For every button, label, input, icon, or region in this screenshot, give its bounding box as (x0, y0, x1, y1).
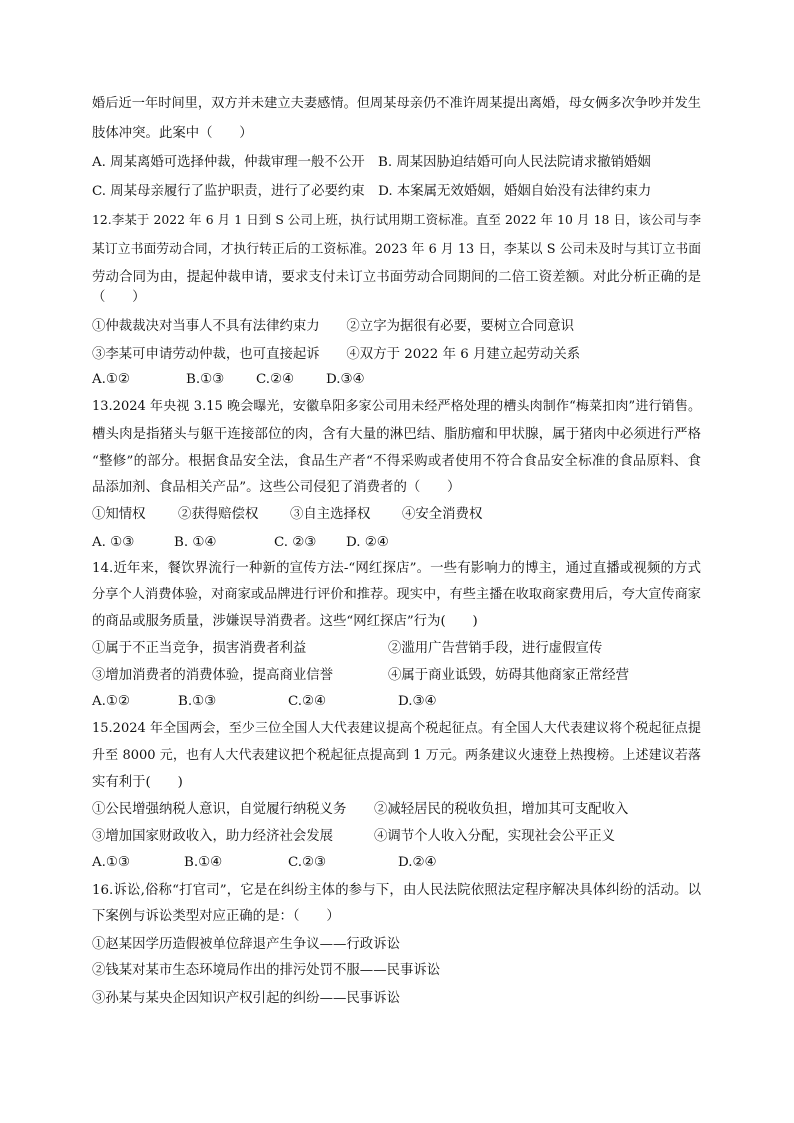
q15-choice-b: B.①④ (184, 855, 223, 870)
q11-stem-line-1: 婚后近一年时间里，双方并未建立夫妻感情。但周某母亲仍不准许周某提出离婚，母女俩多次争吵并发生 (92, 96, 701, 111)
q11-option-ab: A. 周某离婚可选择仲裁，仲裁审理一般不公开 B. 周某因胁迫结婚可向人民法院请求撤销婚姻 (92, 155, 651, 170)
q14-choice-c: C.②④ (288, 694, 327, 709)
q11-option-cd: C. 周某母亲履行了监护职责，进行了必要约束 D. 本案属无效婚姻，婚姻自始没有法律约束力 (92, 184, 652, 199)
q15-item-1: ①公民增强纳税人意识，自觉履行纳税义务 (92, 802, 347, 817)
q12-item-row-1: ①仲裁裁决对当事人不具有法律约束力 ②立字为据很有必要，要树立合同意识 (92, 319, 575, 334)
q15-choice-d: D.②④ (398, 855, 437, 870)
q14-stem-line-1: 14.近年来，餐饮界流行一种新的宣传方法-“网红探店”。一些有影响力的博主，通过直播或视频的方式 (92, 561, 701, 576)
q16-stem-line-1: 16.诉讼,俗称“打官司”，它是在纠纷主体的参与下，由人民法院依照法定程序解决具体纠纷的活动。以 (92, 883, 701, 898)
q14-item-1: ①属于不正当竞争，损害消费者利益 (92, 641, 307, 656)
q13-item-3: ③自主选择权 (290, 507, 371, 522)
q16-stem-line-2: 下案例与诉讼类型对应正确的是：（ ） (92, 909, 340, 924)
q13-choice-d: D. ②④ (346, 535, 389, 550)
q15-item-3: ③增加国家财政收入，助力经济社会发展 (92, 829, 334, 844)
q12-item-row-2: ③李某可申请劳动仲裁，也可直接起诉 ④双方于 2022 年 6 月建立起劳动关系 (92, 347, 581, 362)
q14-item-4: ④属于商业诋毁，妨碍其他商家正常经营 (388, 668, 630, 683)
q13-choice-c: C. ②③ (274, 535, 317, 550)
q12-choice-d: D.③④ (326, 372, 365, 387)
q13-stem-line-3: “整修”的部分。根据食品安全法，食品生产者“不得采购或者使用不符合食品安全标准的食品原料、食 (92, 454, 701, 469)
q15-stem-line-2: 升至 8000 元，也有人大代表建议把个税起征点提高到 1 万元。两条建议火速登上热搜榜。上述建议若落 (92, 748, 701, 763)
q13-item-2: ②获得赔偿权 (178, 507, 259, 522)
q14-stem-line-3: 的商品或服务质量，涉嫌误导消费者。这些“网红探店”行为( ) (92, 614, 478, 629)
q12-stem-line-3: 劳动合同为由，提起仲裁申请，要求支付未订立书面劳动合同期间的二倍工资差额。对此分析正确的是 (92, 270, 701, 285)
q13-stem-line-4: 品添加剂、食品相关产品”。这些公司侵犯了消费者的（ ） (92, 480, 461, 495)
q13-stem-line-2: 槽头肉是指猪头与躯干连接部位的肉，含有大量的淋巴结、脂肪瘤和甲状腺，属于猪肉中必须进行严格 (92, 427, 701, 442)
q16-item-1: ①赵某因学历造假被单位辞退产生争议——行政诉讼 (92, 937, 400, 952)
q14-choice-a: A.①② (92, 694, 130, 709)
q13-choice-a: A. ①③ (92, 535, 135, 550)
q13-item-4: ④安全消费权 (402, 507, 483, 522)
q14-item-3: ③增加消费者的消费体验，提高商业信誉 (92, 668, 334, 683)
q15-choice-c: C.②③ (288, 855, 327, 870)
q12-stem-line-1: 12.李某于 2022 年 6 月 1 日到 S 公司上班，执行试用期工资标准。直至 2022 年 10 月 18 日，该公司与李 (92, 212, 701, 227)
q16-item-3: ③孙某与某央企因知识产权引起的纠纷——民事诉讼 (92, 991, 400, 1006)
q15-item-2: ②减轻居民的税收负担，增加其可支配收入 (374, 802, 629, 817)
q11-stem-line-2: 肢体冲突。此案中（ ） (92, 126, 253, 141)
q12-choice-b: B.①③ (186, 372, 225, 387)
q13-choice-b: B. ①④ (174, 535, 217, 550)
q16-item-2: ②钱某对某市生态环境局作出的排污处罚不服——民事诉讼 (92, 963, 441, 978)
q13-stem-line-1: 13.2024 年央视 3.15 晚会曝光，安徽阜阳多家公司用未经严格处理的槽头肉制作“梅菜扣肉”进行销售。 (92, 399, 701, 414)
q13-item-1: ①知情权 (92, 507, 146, 522)
q15-stem-line-3: 实有利于( ) (92, 775, 183, 790)
q15-stem-line-1: 15.2024 年全国两会，至少三位全国人大代表建议提高个税起征点。有全国人大代表建议将个税起征点提 (92, 721, 701, 736)
q12-stem-line-4: （ ） (92, 290, 146, 305)
q14-choice-b: B.①③ (178, 694, 217, 709)
q15-choice-a: A.①③ (92, 855, 130, 870)
q15-item-4: ④调节个人收入分配，实现社会公平正义 (374, 829, 616, 844)
q14-item-2: ②滥用广告营销手段，进行虚假宣传 (388, 641, 603, 656)
q14-choice-d: D.③④ (398, 694, 437, 709)
q12-stem-line-2: 某订立书面劳动合同，才执行转正后的工资标准。2023 年 6 月 13 日，李某以 S 公司未及时与其订立书面 (92, 242, 701, 257)
q12-choice-a: A.①② (92, 372, 130, 387)
q12-choice-c: C.②④ (256, 372, 295, 387)
q14-stem-line-2: 分享个人消费体验，对商家或品牌进行评价和推荐。现实中，有些主播在收取商家费用后，夸大宣传商家 (92, 587, 701, 602)
